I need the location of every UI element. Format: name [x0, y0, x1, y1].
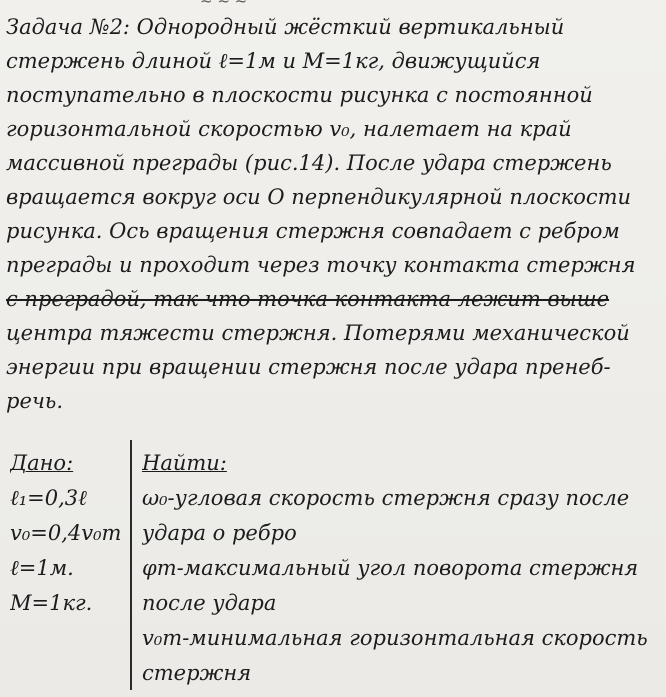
find-item: удара о ребро — [142, 521, 297, 545]
given-item: ℓ=1м. — [10, 556, 74, 580]
problem-line: горизонтальной скоростью v₀, налетает на край — [6, 117, 572, 141]
problem-line: речь. — [6, 389, 64, 413]
given-item: v₀=0,4v₀m — [10, 521, 122, 545]
problem-line: центра тяжести стержня. Потерями механической — [6, 321, 630, 345]
problem-line: преграды и проходит через точку контакта стержня — [6, 253, 636, 277]
find-section — [142, 446, 657, 691]
problem-line: вращается вокруг оси O перпендикулярной плоскости — [6, 185, 632, 209]
problem-line: Задача №2: Однородный жёсткий вертикальный — [6, 15, 565, 39]
find-item: ω₀-угловая скорость стержня сразу после — [142, 486, 630, 510]
problem-statement — [6, 10, 660, 418]
cut-off-text-fragment: ~ ~ ~ — [200, 0, 248, 10]
find-item: v₀m-минимальная горизонтальная скорость — [142, 626, 648, 650]
given-item: M=1кг. — [10, 591, 93, 615]
find-item: φm-максимальный угол поворота стержня — [142, 556, 639, 580]
column-divider — [130, 440, 132, 690]
problem-line: поступательно в плоскости рисунка с постоянной — [6, 83, 593, 107]
problem-line-struck: с преградой, так что точка контакта лежит выше — [6, 287, 610, 311]
problem-line: массивной преграды (рис.14). После удара стержень — [6, 151, 612, 175]
problem-line: стержень длиной ℓ=1м и M=1кг, движущийся — [6, 49, 541, 73]
given-section — [10, 446, 128, 621]
find-item: стержня — [142, 661, 252, 685]
find-item: после удара — [142, 591, 277, 615]
problem-line: энергии при вращении стержня после удара пренеб- — [6, 355, 611, 379]
given-title: Дано: — [10, 451, 74, 475]
problem-line: рисунка. Ось вращения стержня совпадает с ребром — [6, 219, 620, 243]
given-item: ℓ₁=0,3ℓ — [10, 486, 87, 510]
find-title: Найти: — [142, 451, 227, 475]
